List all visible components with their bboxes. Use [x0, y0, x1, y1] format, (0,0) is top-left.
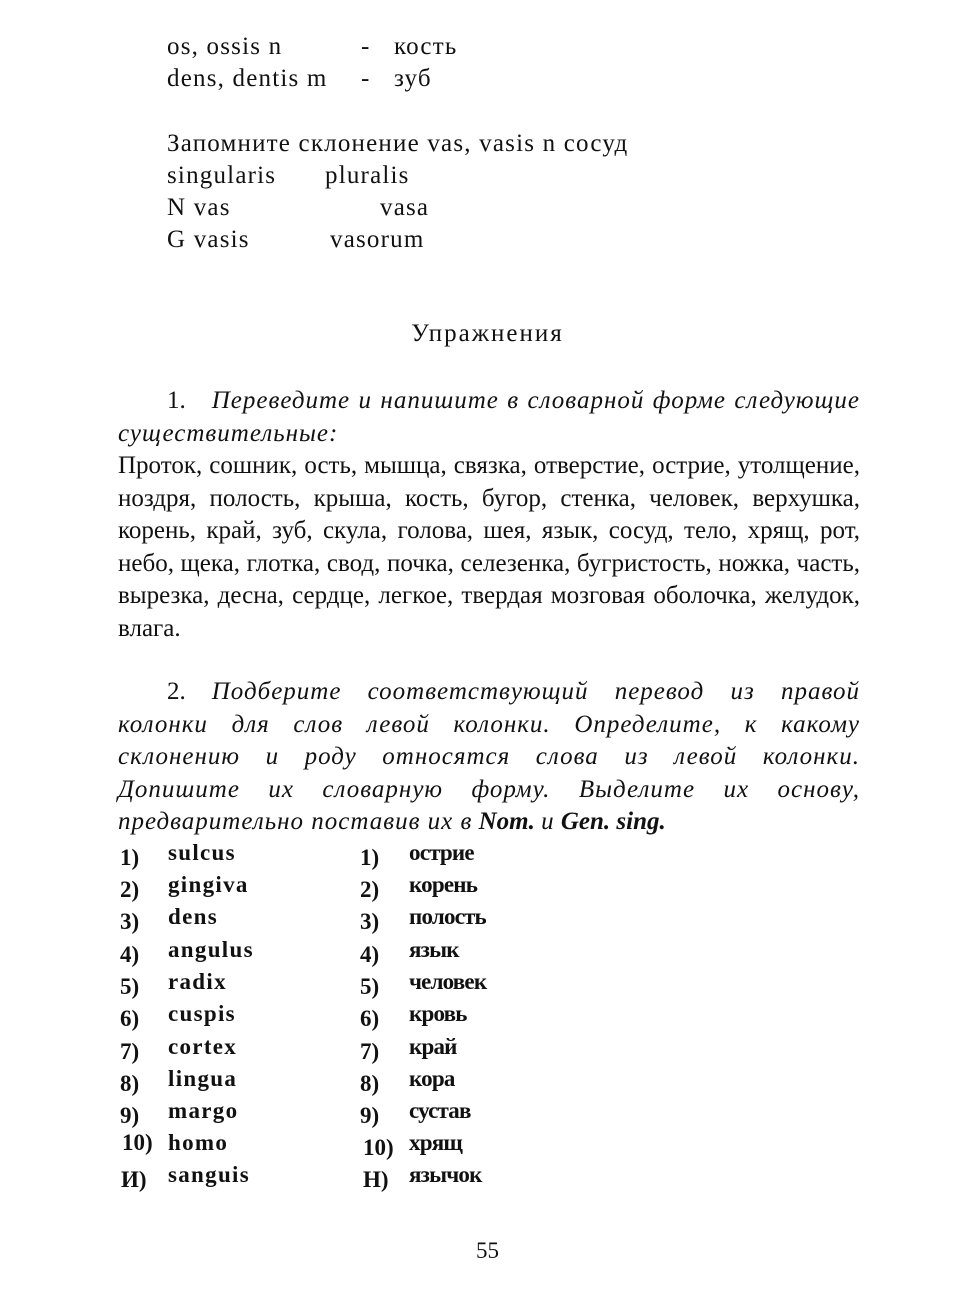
left-item-word: angulus [168, 937, 254, 962]
right-item-number: 4) [360, 942, 380, 967]
right-item-number: 3) [360, 909, 380, 934]
vocab-latin-2: dens, dentis m [167, 65, 328, 92]
right-item-word: сустав [409, 1098, 471, 1123]
right-item-word: край [409, 1034, 457, 1059]
vocab-latin-1: os, ossis n [167, 33, 283, 60]
left-item-word: gingiva [168, 872, 249, 897]
declension-header-pluralis: pluralis [325, 162, 410, 189]
right-item-word: человек [409, 969, 487, 994]
exercise-1-instruction-paragraph [118, 385, 860, 450]
left-item-word: sanguis [168, 1162, 250, 1187]
left-item-number: 8) [120, 1071, 140, 1096]
left-item-number: И) [121, 1167, 147, 1192]
exercise-1-number: 1. [167, 387, 186, 414]
declension-header-singularis: singularis [167, 162, 277, 189]
left-item-number: 3) [120, 909, 140, 934]
right-item-word: корень [409, 872, 478, 897]
right-item-number: 6) [360, 1006, 380, 1031]
vocab-dash-1: - [361, 33, 370, 60]
declension-intro: Запомните склонение vas, vasis n сосуд [167, 130, 629, 157]
left-item-number: 6) [120, 1006, 140, 1031]
vocab-dash-2: - [361, 65, 370, 92]
right-item-number: Н) [363, 1167, 389, 1192]
left-item-word: dens [168, 904, 218, 929]
left-item-word: sulcus [168, 840, 236, 865]
page-number: 55 [476, 1238, 499, 1263]
section-title: Упражнения [411, 320, 564, 347]
left-item-word: cortex [168, 1034, 238, 1059]
right-item-word: кора [409, 1066, 455, 1091]
exercise-2 [118, 676, 860, 839]
right-item-word: хрящ [409, 1130, 462, 1155]
exercise-2-conj: и [541, 808, 555, 835]
exercise-2-nom: Nom. [478, 808, 535, 835]
right-item-number: 1) [360, 845, 380, 870]
declension-n-singular: N vas [167, 194, 231, 221]
left-item-number: 10) [122, 1130, 153, 1155]
left-item-number: 5) [120, 974, 140, 999]
left-item-number: 1) [120, 845, 140, 870]
left-item-word: homo [168, 1130, 229, 1155]
exercise-1-word-list: Проток, сошник, ость, мышца, связка, отверстие, острие, утолщение, ноздря, полость, крыша, кость, бугор, стенка, человек, верхушка, корень, край, зуб, скула, голова, шея, язык, сосуд, тело, хрящ, рот, небо, щека, глотка, свод, почка, селезенка, бугристость, ножка, часть, вырезка, десна, сердце, легкое, твердая мозговая оболочка, желудок, влага. [118, 452, 860, 642]
right-item-number: 7) [360, 1039, 380, 1064]
left-item-number: 7) [120, 1039, 140, 1064]
right-item-number: 5) [360, 974, 380, 999]
exercise-2-number: 2. [167, 678, 186, 705]
right-item-word: полость [409, 904, 486, 929]
exercise-1-instruction: Переведите и напишите в словарной форме следующие существительные: [118, 387, 860, 447]
left-item-word: cuspis [168, 1001, 236, 1026]
left-item-word: lingua [168, 1066, 238, 1091]
right-item-number: 10) [363, 1135, 394, 1160]
right-item-word: язычок [409, 1162, 482, 1187]
right-item-word: кровь [409, 1001, 467, 1026]
exercise-2-instruction-paragraph [118, 676, 860, 839]
vocab-russian-2: зуб [394, 65, 432, 92]
left-item-number: 9) [120, 1103, 140, 1128]
right-item-number: 8) [360, 1071, 380, 1096]
left-item-word: margo [168, 1098, 239, 1123]
exercise-2-instruction: Подберите соответствующий перевод из правой колонки для слов левой колонки. Определите, к какому склонению и роду относятся слова из левой колонки. Допишите их словарную форму. Выделите их основу, предварительно поставив их в [118, 678, 860, 835]
vocab-russian-1: кость [394, 33, 458, 60]
declension-g-plural: vasorum [330, 226, 425, 253]
right-item-number: 9) [360, 1103, 380, 1128]
declension-g-singular: G vasis [167, 226, 250, 253]
left-item-number: 4) [120, 942, 140, 967]
right-item-number: 2) [360, 877, 380, 902]
right-item-word: язык [409, 937, 459, 962]
left-item-number: 2) [120, 877, 140, 902]
right-item-word: острие [409, 840, 474, 865]
exercise-2-gen: Gen. sing. [560, 808, 666, 835]
exercise-1 [118, 385, 860, 645]
declension-n-plural: vasa [380, 194, 430, 221]
left-item-word: radix [168, 969, 227, 994]
